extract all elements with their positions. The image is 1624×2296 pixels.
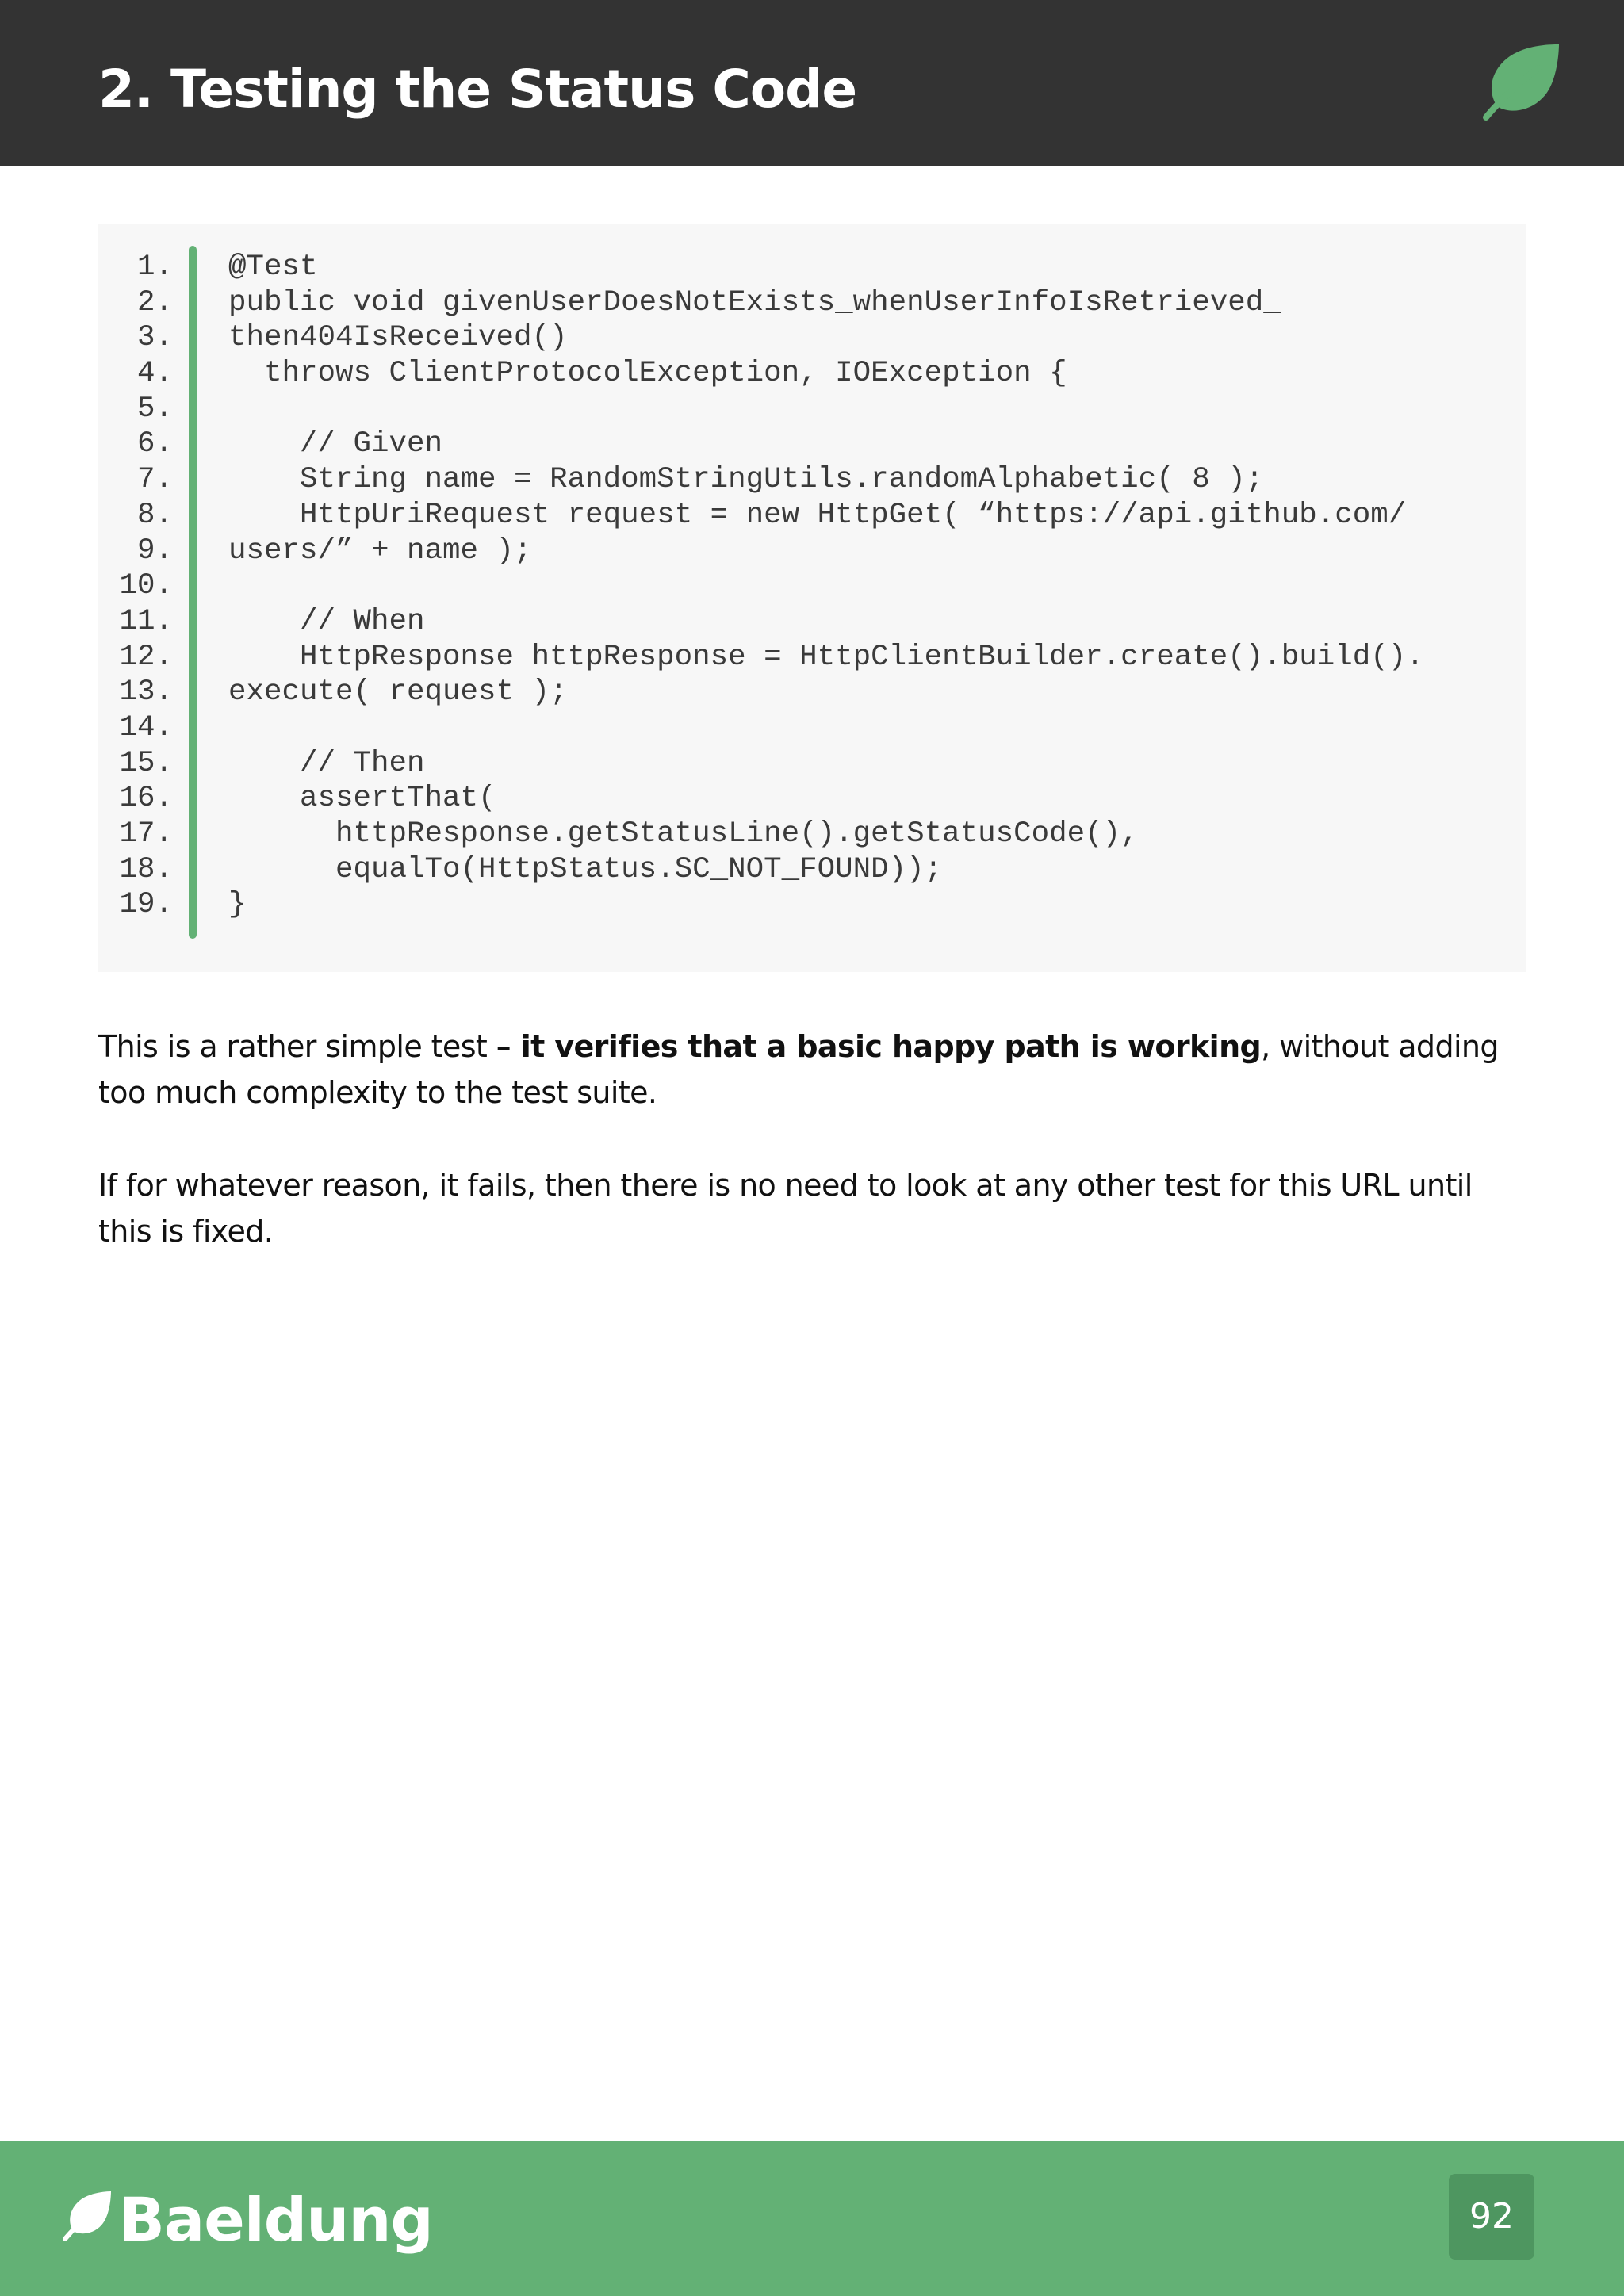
code-line: // Given (228, 427, 443, 461)
line-number: 1. (136, 251, 173, 284)
code-line: } (228, 888, 247, 922)
line-number: 19. (119, 888, 173, 922)
line-number: 2. (136, 285, 173, 320)
line-number: 3. (136, 321, 173, 355)
line-number: 11. (119, 604, 173, 638)
code-line: // Then (228, 746, 425, 780)
line-number: 9. (136, 534, 173, 568)
body-paragraph-1 (98, 1024, 1526, 1115)
code-line: httpResponse.getStatusLine().getStatusCode(), (228, 817, 1139, 851)
code-line: @Test (228, 251, 318, 284)
body-paragraph-2: If for whatever reason, it fails, then there is no need to look at any other test for this URL until this is fixed. (98, 1168, 1473, 1249)
line-number: 5. (136, 392, 173, 426)
code-line: users/” + name ); (228, 534, 532, 568)
leaf-icon (60, 2190, 114, 2242)
code-line: HttpResponse httpResponse = HttpClientBuilder.create().build(). (228, 640, 1424, 674)
line-number: 13. (119, 675, 173, 710)
code-line: execute( request ); (228, 675, 568, 710)
paragraph-text: This is a rather simple test (98, 1029, 496, 1064)
code-line: String name = RandomStringUtils.randomAlphabetic( 8 ); (228, 463, 1264, 497)
paragraph-emphasis: – it verifies that a basic happy path is working (496, 1029, 1262, 1064)
code-line (228, 392, 1424, 427)
paragraph-text: , without adding too much complexity to the test suite. (98, 1029, 1499, 1110)
line-number: 4. (136, 357, 173, 391)
page-footer (0, 2141, 1624, 2296)
brand-name: Baeldung (119, 2184, 433, 2255)
line-number: 17. (119, 817, 173, 851)
line-numbers (98, 250, 173, 923)
code-line: // When (228, 604, 425, 638)
code-line: then404IsReceived() (228, 321, 568, 355)
code-line: public void givenUserDoesNotExists_whenUserInfoIsRetrieved_ (228, 285, 1281, 320)
line-number: 7. (136, 463, 173, 497)
line-number: 16. (119, 782, 173, 816)
line-number: 10. (119, 569, 173, 603)
line-number: 14. (119, 710, 173, 744)
code-line: equalTo(HttpStatus.SC_NOT_FOUND)); (228, 852, 943, 886)
code-line: assertThat( (228, 782, 496, 816)
page-header (0, 0, 1624, 166)
leaf-icon (1477, 41, 1565, 124)
line-number: 12. (119, 640, 173, 674)
code-line (228, 568, 1424, 604)
code-line (228, 710, 1424, 746)
page-title: 2. Testing the Status Code (98, 59, 857, 120)
line-number: 8. (136, 498, 173, 532)
code-line: throws ClientProtocolException, IOException { (228, 357, 1067, 391)
line-number: 15. (119, 746, 173, 780)
page-number: 92 (1449, 2174, 1534, 2260)
line-number: 18. (119, 852, 173, 886)
code-lines (228, 250, 1424, 923)
code-line: HttpUriRequest request = new HttpGet( “https://api.github.com/ (228, 498, 1407, 532)
line-number: 6. (136, 427, 173, 461)
code-accent-bar (189, 246, 197, 939)
code-block (98, 224, 1526, 972)
